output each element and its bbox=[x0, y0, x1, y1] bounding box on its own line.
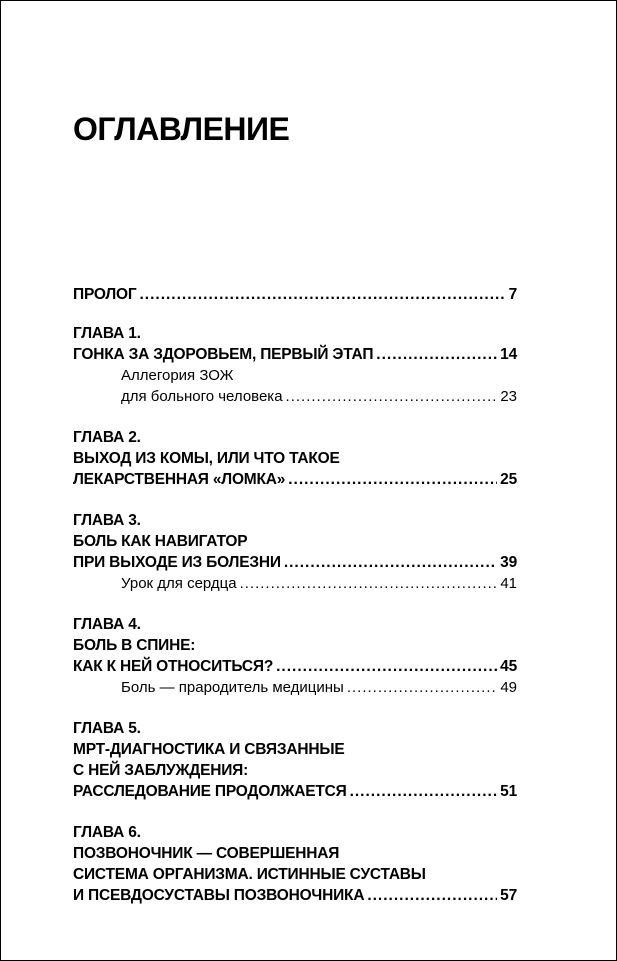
chapter-label: ГЛАВА 1. bbox=[73, 325, 141, 342]
chapter-title-text: ПОЗВОНОЧНИК — СОВЕРШЕННАЯ bbox=[73, 845, 340, 862]
subsection-line bbox=[73, 386, 517, 407]
dot-leader bbox=[286, 386, 498, 407]
chapter-title-text: СИСТЕМА ОРГАНИЗМА. ИСТИННЫЕ СУСТАВЫ bbox=[73, 866, 426, 883]
chapter-title-text: И ПСЕВДОСУСТАВЫ ПОЗВОНОЧНИКА bbox=[73, 887, 365, 904]
chapter-title-line bbox=[73, 552, 517, 573]
subsection-line bbox=[73, 573, 517, 594]
dot-leader bbox=[376, 344, 497, 365]
chapter-title-line bbox=[73, 739, 517, 760]
chapter-title-line bbox=[73, 469, 517, 490]
chapter-label: ГЛАВА 2. bbox=[73, 429, 141, 446]
dot-leader bbox=[284, 552, 497, 573]
toc-subsection[interactable] bbox=[73, 573, 517, 594]
toc-chapter-3[interactable] bbox=[73, 510, 517, 594]
subsection-title-text: Аллегория ЗОЖ bbox=[121, 367, 234, 384]
page-title: ОГЛАВЛЕНИЕ bbox=[73, 111, 290, 147]
chapter-title-line bbox=[73, 344, 517, 365]
dot-leader bbox=[288, 469, 497, 490]
chapter-title-text: С НЕЙ ЗАБЛУЖДЕНИЯ: bbox=[73, 762, 249, 779]
toc-chapter-5[interactable] bbox=[73, 718, 517, 802]
dot-leader bbox=[139, 284, 505, 305]
chapter-title-text: ЛЕКАРСТВЕННАЯ «ЛОМКА» bbox=[73, 471, 286, 488]
subsection-title-text: Боль — прародитель медицины bbox=[121, 679, 344, 696]
chapter-title-text: ГОНКА ЗА ЗДОРОВЬЕМ, ПЕРВЫЙ ЭТАП bbox=[73, 346, 374, 363]
subsection-line bbox=[73, 365, 517, 386]
dot-leader bbox=[240, 573, 498, 594]
dot-leader bbox=[367, 885, 497, 906]
chapter-title-text: БОЛЬ КАК НАВИГАТОР bbox=[73, 533, 248, 550]
table-of-contents bbox=[73, 284, 517, 926]
toc-page-number: 57 bbox=[500, 887, 517, 904]
toc-chapter-4[interactable] bbox=[73, 614, 517, 698]
toc-page-number: 45 bbox=[500, 658, 517, 675]
chapter-title-line bbox=[73, 635, 517, 656]
chapter-title-line bbox=[73, 885, 517, 906]
chapter-title-text: ВЫХОД ИЗ КОМЫ, ИЛИ ЧТО ТАКОЕ bbox=[73, 450, 340, 467]
toc-page-number: 51 bbox=[500, 783, 517, 800]
chapter-title-text: РАССЛЕДОВАНИЕ ПРОДОЛЖАЕТСЯ bbox=[73, 783, 347, 800]
toc-chapter-2[interactable] bbox=[73, 427, 517, 490]
toc-subsection[interactable] bbox=[73, 677, 517, 698]
toc-chapter-6[interactable] bbox=[73, 822, 517, 906]
toc-page-number: 14 bbox=[500, 346, 517, 363]
chapter-title-line bbox=[73, 531, 517, 552]
subsection-line bbox=[73, 677, 517, 698]
toc-page-number: 39 bbox=[500, 554, 517, 571]
toc-page-number: 25 bbox=[500, 471, 517, 488]
subsection-title-text: Урок для сердца bbox=[121, 575, 237, 592]
toc-page-number: 41 bbox=[500, 575, 517, 592]
toc-page-number: 7 bbox=[508, 286, 517, 303]
dot-leader bbox=[347, 677, 497, 698]
subsection-title-text: для больного человека bbox=[121, 388, 283, 405]
chapter-title-line bbox=[73, 864, 517, 885]
toc-chapter-1[interactable] bbox=[73, 323, 517, 407]
chapter-title-text: ПРИ ВЫХОДЕ ИЗ БОЛЕЗНИ bbox=[73, 554, 281, 571]
chapter-title-line bbox=[73, 656, 517, 677]
chapter-title-line bbox=[73, 448, 517, 469]
chapter-label: ГЛАВА 6. bbox=[73, 824, 141, 841]
toc-page-number: 49 bbox=[500, 679, 517, 696]
chapter-label: ГЛАВА 4. bbox=[73, 616, 141, 633]
chapter-title-text: МРТ-ДИАГНОСТИКА И СВЯЗАННЫЕ bbox=[73, 741, 345, 758]
dot-leader bbox=[276, 656, 497, 677]
chapter-title-text: КАК К НЕЙ ОТНОСИТЬСЯ? bbox=[73, 658, 274, 675]
toc-entry-prolog[interactable] bbox=[73, 284, 517, 305]
chapter-label: ГЛАВА 5. bbox=[73, 720, 141, 737]
chapter-title-text: БОЛЬ В СПИНЕ: bbox=[73, 637, 196, 654]
chapter-title-line bbox=[73, 760, 517, 781]
toc-entry-title: ПРОЛОГ bbox=[73, 286, 137, 303]
chapter-list bbox=[73, 323, 517, 906]
chapter-label: ГЛАВА 3. bbox=[73, 512, 141, 529]
toc-page-number: 23 bbox=[500, 388, 517, 405]
toc-subsection[interactable] bbox=[73, 365, 517, 407]
chapter-title-line bbox=[73, 781, 517, 802]
dot-leader bbox=[350, 781, 498, 802]
chapter-title-line bbox=[73, 843, 517, 864]
